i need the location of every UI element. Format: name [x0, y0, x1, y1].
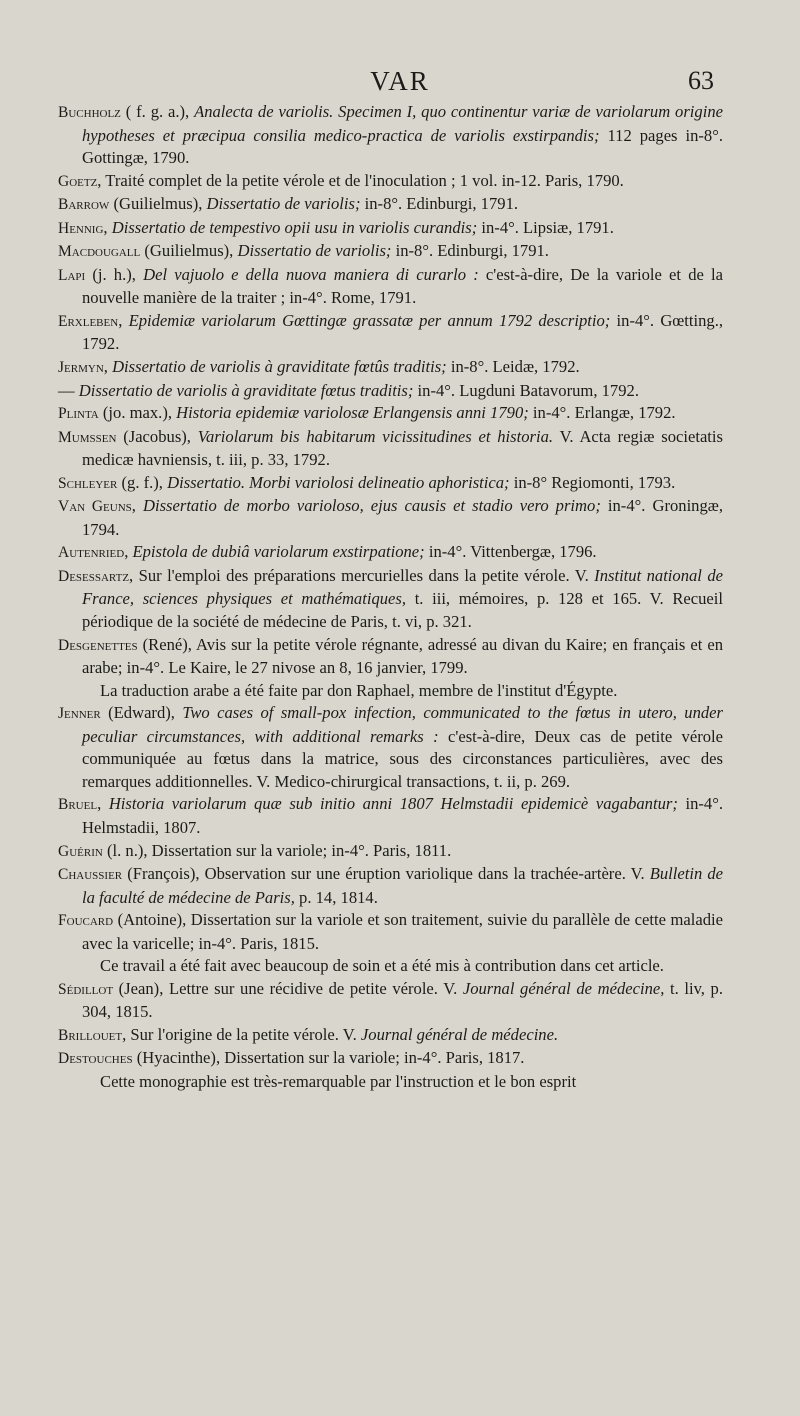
- entry-title: Dissertatio de variolis;: [206, 194, 361, 214]
- entry-title: Dissertatio de variolis;: [237, 241, 392, 261]
- entry-text: (Antoine), Dissertation sur la variole et son traitement, suivie du parallèle de cette maladie avec la varicelle; in-4°. Paris, 1815.: [82, 910, 723, 953]
- entry-text: ( f. g. a.),: [120, 102, 195, 121]
- entry-tail: p. 14, 1814.: [294, 887, 378, 907]
- entry-author: Van Geuns: [58, 498, 132, 516]
- entry-title: Journal général de médecine,: [462, 978, 665, 998]
- entry-note: Cette monographie est très-remarquable par l'instruction et le bon esprit: [100, 1071, 577, 1091]
- entry-text: , Sur l'emploi des préparations mercurielles dans la petite vérole. V.: [129, 565, 595, 585]
- entry-text: (g. f.),: [117, 472, 168, 492]
- entry-text: (jo. max.),: [98, 403, 177, 423]
- entry-text: , Sur l'origine de la petite vérole. V.: [122, 1024, 361, 1044]
- entry-author: Jenner: [58, 705, 101, 723]
- entry-text: ,: [103, 217, 112, 237]
- bibliography-entry: [58, 495, 723, 541]
- bibliography-entry: [58, 264, 723, 310]
- bibliography-entry: [58, 909, 723, 955]
- entry-tail: in-4°. Lugduni Batavorum, 1792.: [413, 380, 639, 400]
- page-number: 63: [688, 66, 714, 95]
- entry-author: Brillouet: [58, 1026, 123, 1044]
- entry-tail: V. Acta regiæ societatis medicæ havniensis, t. iii, p. 33, 1792.: [82, 426, 723, 470]
- bibliography-entry: [58, 702, 723, 793]
- entry-dash: —: [58, 380, 75, 400]
- entry-title: Journal général de médecine.: [360, 1024, 559, 1044]
- entry-title: Del vajuolo e della nuova maniera di curarlo :: [143, 264, 479, 284]
- entry-tail: in-8°. Leidæ, 1792.: [446, 357, 580, 377]
- entry-author: Sédillot: [58, 980, 114, 998]
- entry-author: Goetz: [58, 172, 98, 190]
- bibliography-entry: [58, 240, 723, 264]
- entry-text: (Guilielmus),: [140, 241, 238, 261]
- entry-title: Epistola de dubiâ variolarum exstirpatione;: [132, 542, 425, 562]
- entry-author: Bruel: [58, 796, 98, 814]
- entry-text: , Traité complet de la petite vérole et de l'inoculation ; 1 vol. in-12. Paris, 1790.: [97, 170, 624, 190]
- entry-title: Historia epidemiæ variolosæ Erlangensis anni 1790;: [176, 403, 529, 423]
- entry-text: ,: [97, 794, 109, 814]
- entry-author: Erxleben: [58, 312, 119, 330]
- entry-text: ,: [118, 310, 129, 330]
- bibliography-entry: [58, 978, 723, 1024]
- entry-tail: c'est-à-dire, Deux cas de petite vérole communiquée au fœtus dans la matrice, sous des circonstances particulières, avec des remarques additionnelles. V. Medico-chirurgical transactions, t. ii, p. 269.: [82, 726, 723, 791]
- entry-author: Plinta: [58, 405, 99, 423]
- entry-tail: in-4°. Groningæ, 1794.: [82, 496, 723, 539]
- bibliography-list: [58, 101, 723, 1094]
- entry-tail: in-8°. Edinburgi, 1791.: [391, 241, 549, 261]
- bibliography-entry: [58, 170, 723, 194]
- entry-author: Guérin: [58, 842, 103, 860]
- running-title: VAR: [370, 66, 430, 96]
- entry-tail: c'est-à-dire, De la variole et de la nouvelle manière de la traiter ; in-4°. Rome, 1791.: [82, 264, 723, 308]
- entry-title: Dissertatio de variolis à graviditate fœtûs traditis;: [112, 357, 447, 377]
- entry-title: Institut national de France, sciences physiques et mathématiques,: [82, 565, 723, 609]
- entry-author: Destouches: [58, 1050, 133, 1068]
- bibliography-entry: [58, 426, 723, 472]
- entry-note: Ce travail a été fait avec beaucoup de soin et a été mis à contribution dans cet article.: [100, 956, 664, 976]
- entry-author: Foucard: [58, 912, 114, 930]
- bibliography-entry: [58, 1024, 723, 1048]
- entry-author: Jermyn: [58, 359, 104, 377]
- bibliography-entry: [58, 193, 723, 217]
- entry-author: Lapi: [58, 266, 86, 284]
- bibliography-entry: [58, 565, 723, 634]
- entry-text: ,: [103, 357, 113, 377]
- entry-text: ,: [124, 542, 133, 562]
- entry-author: Desgenettes: [58, 636, 138, 654]
- entry-tail: in-4°. Lipsiæ, 1791.: [477, 217, 614, 237]
- entry-title: Variolarum bis habitarum vicissitudines et historia.: [197, 426, 554, 446]
- entry-author: Buchholz: [58, 104, 121, 121]
- entry-author: Autenried: [58, 544, 125, 562]
- entry-text: (Edward),: [100, 703, 183, 723]
- entry-text: ,: [131, 496, 143, 516]
- entry-title: Epidemiæ variolarum Gœttingæ grassatæ per annum 1792 descriptio;: [128, 310, 611, 330]
- entry-tail: in-8° Regiomonti, 1793.: [509, 472, 676, 492]
- entry-text: (Guilielmus),: [109, 194, 207, 214]
- entry-text: (François), Observation sur une éruption variolique dans la trachée-artère. V.: [122, 864, 650, 884]
- entry-title: Dissertatio. Morbi variolosi delineatio aphoristica;: [167, 472, 510, 492]
- entry-author: Schleyer: [58, 474, 118, 492]
- entry-tail: in-4°. Vittenbergæ, 1796.: [424, 542, 597, 562]
- bibliography-entry: [58, 217, 723, 241]
- entry-text: (l. n.), Dissertation sur la variole; in-4°. Paris, 1811.: [102, 840, 452, 860]
- bibliography-entry: [58, 310, 723, 356]
- entry-text: (René), Avis sur la petite vérole régnante, adressé au divan du Kaire; en français et en arabe; in-4°. Le Kaire, le 27 nivose an 8, 16 janvier, 1799.: [82, 634, 723, 678]
- bibliography-entry: [58, 402, 723, 426]
- bibliography-entry: [58, 634, 723, 680]
- entry-title: Bulletin de la faculté de médecine de Paris,: [82, 864, 723, 907]
- bibliography-entry: [58, 380, 723, 403]
- entry-author: Barrow: [58, 196, 110, 214]
- entry-title: Dissertatio de variolis à graviditate fœtus traditis;: [78, 380, 414, 400]
- entry-text: (j. h.),: [85, 264, 144, 284]
- entry-author: Mumssen: [58, 428, 117, 446]
- bibliography-entry: [58, 101, 723, 170]
- entry-tail: t. iii, mémoires, p. 128 et 165. V. Recueil périodique de la société de médecine de Paris, t. vi, p. 321.: [82, 589, 723, 632]
- bibliography-entry: [58, 356, 723, 380]
- entry-author: Hennig: [58, 219, 104, 237]
- entry-tail: t. liv, p. 304, 1815.: [82, 978, 723, 1022]
- entry-tail: in-8°. Edinburgi, 1791.: [360, 194, 519, 214]
- entry-text: (Jacobus),: [116, 426, 198, 446]
- page-header: [0, 66, 800, 106]
- entry-tail: 112 pages in-8°. Gottingæ, 1790.: [82, 125, 723, 168]
- bibliography-entry: [58, 793, 723, 839]
- bibliography-entry: [58, 472, 723, 496]
- bibliography-entry: [58, 541, 723, 565]
- entry-title: Historia variolarum quæ sub initio anni 1807 Helmstadii epidemicè vagabantur;: [108, 794, 678, 814]
- entry-text: (Hyacinthe), Dissertation sur la variole; in-4°. Paris, 1817.: [132, 1048, 525, 1068]
- entry-tail: in-4°. Gœtting., 1792.: [82, 310, 724, 354]
- entry-title: Dissertatio de morbo varioloso, ejus causis et stadio vero primo;: [142, 496, 601, 516]
- entry-author: Desessartz: [58, 567, 130, 585]
- entry-author: Macdougall: [58, 243, 141, 261]
- entry-tail: in-4°. Erlangæ, 1792.: [528, 403, 676, 423]
- entry-tail: in-4°. Helmstadii, 1807.: [82, 794, 723, 837]
- entry-title: Dissertatio de tempestivo opii usu in variolis curandis;: [111, 217, 478, 237]
- entry-text: (Jean), Lettre sur une récidive de petite vérole. V.: [113, 978, 463, 998]
- bibliography-entry: [58, 863, 723, 909]
- entry-note: La traduction arabe a été faite par don Raphael, membre de l'institut d'Égypte.: [100, 680, 618, 700]
- bibliography-entry: [58, 1047, 723, 1071]
- entry-author: Chaussier: [58, 866, 123, 884]
- bibliography-entry: [58, 840, 723, 864]
- entry-title: Two cases of small-pox infection, communicated to the fœtus in utero, under peculiar circumstances, with additional remarks :: [82, 703, 724, 746]
- entry-title: Analecta de variolis. Specimen I, quo continentur variæ de variolarum origine hypotheses et præcipua consilia medico-practica de variolis exstirpandis;: [82, 102, 723, 145]
